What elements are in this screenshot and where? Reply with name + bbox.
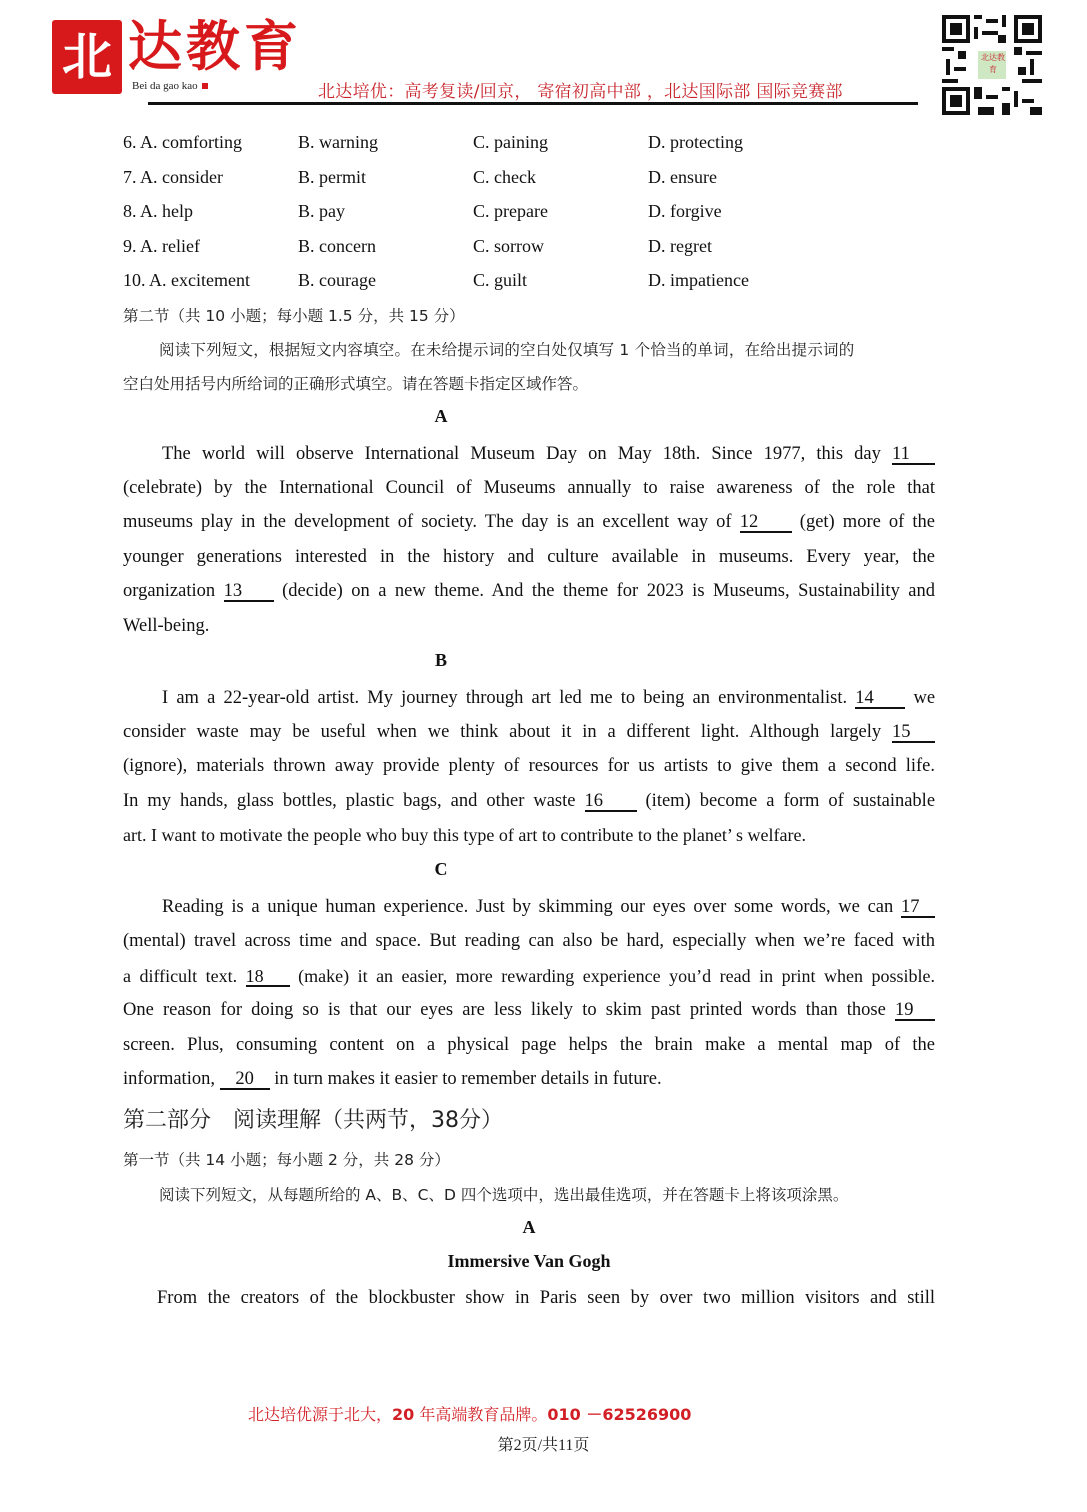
- passage-c-line: [123, 1067, 935, 1091]
- passage-a-letter: A: [434, 406, 448, 426]
- blank-20: 20: [220, 1070, 270, 1090]
- blank-12: 12: [740, 513, 792, 533]
- section2-title: 第二节（共 10 小题；每小题 1.5 分，共 15 分）: [123, 307, 465, 325]
- logo-square-icon: [202, 83, 208, 89]
- passage-a-line: (celebrate) by the International Council of Museums annually to raise awareness of the role that: [123, 478, 935, 498]
- passage-text: In my hands, glass bottles, plastic bags, and other waste: [123, 791, 576, 811]
- logo-mark: [52, 20, 122, 94]
- article-first-line: From the creators of the blockbuster show in Paris seen by over two million visitors and still: [157, 1288, 935, 1308]
- blank-11: 11: [892, 445, 935, 465]
- blank-14: 14: [855, 689, 905, 709]
- footer-promo-text: 北达培优源于北大，: [248, 1405, 393, 1424]
- header-slogan: 北达培优：高考复读/回京， 寄宿初高中部 ，北达国际部 国际竞赛部: [318, 82, 843, 102]
- passage-text: One reason for doing so is that our eyes are less likely to skim past printed words than those: [123, 1000, 886, 1020]
- logo-text: 达教育: [128, 14, 302, 78]
- option-10-b: B. courage: [298, 270, 376, 290]
- blank-16: 16: [585, 792, 637, 812]
- passage-text: museums play in the development of society. The day is an excellent way of: [123, 512, 732, 532]
- passage-b-line: [123, 789, 935, 813]
- passage-c-line: [123, 964, 935, 988]
- page-number: 第2页/共11页: [497, 1437, 590, 1454]
- part2-section1-title: 第一节（共 14 小题；每小题 2 分，共 28 分）: [123, 1151, 450, 1169]
- logo-subtitle-text: Bei da gao kao: [132, 80, 198, 92]
- passage-text: (item) become a form of sustainable: [645, 791, 936, 811]
- footer-phone: 010 －62526900: [547, 1405, 692, 1424]
- passage-text: (decide) on a new theme. And the theme for 2023 is Museums, Sustainability and: [282, 581, 936, 601]
- passage-b-line: [123, 720, 935, 744]
- passage-a-line: [123, 579, 935, 603]
- passage-text: (get) more of the: [799, 512, 936, 532]
- part2-instructions: 阅读下列短文，从每题所给的 A、B、C、D 四个选项中，选出最佳选项，并在答题卡上将该项涂黑。: [159, 1186, 849, 1204]
- passage-b-line: (ignore), materials thrown away provide plenty of resources for us artists to give them a second life.: [123, 756, 935, 776]
- passage-a-line: [162, 442, 935, 466]
- header-rule: [148, 102, 918, 105]
- passage-b-line: [162, 686, 935, 710]
- option-6-d: D. protecting: [648, 132, 743, 152]
- passage-c-line: screen. Plus, consuming content on a physical page helps the brain make a mental map of the: [123, 1035, 935, 1055]
- logo-mark-text: 北: [62, 27, 112, 86]
- option-9-b: B. concern: [298, 236, 376, 256]
- section2-instructions-line1: 阅读下列短文，根据短文内容填空。在未给提示词的空白处仅填写 1 个恰当的单词，在给出提示词的: [159, 341, 855, 359]
- option-8-b: B. pay: [298, 201, 345, 221]
- option-9-c: C. sorrow: [473, 236, 544, 256]
- option-10-c: C. guilt: [473, 270, 528, 290]
- passage-c-line: (mental) travel across time and space. But reading can also be hard, especially when we’re faced with: [123, 931, 935, 951]
- passage-text: organization: [123, 581, 216, 601]
- passage-a-line: younger generations interested in the history and culture available in museums. Every year, the: [123, 547, 935, 567]
- option-9-a: 9. A. relief: [123, 236, 200, 256]
- blank-17: 17: [901, 898, 935, 918]
- footer-promo: [248, 1402, 691, 1425]
- blank-19: 19: [895, 1001, 935, 1021]
- passage-a-line: Well-being.: [123, 616, 210, 636]
- passage-text: information,: [123, 1069, 215, 1089]
- passage-text: I am a 22-year-old artist. My journey through art led me to being an environmentalist.: [162, 688, 848, 708]
- passage-text: (make) it an easier, more rewarding experience you’d read in print when possible.: [298, 966, 936, 986]
- option-10-a: 10. A. excitement: [123, 270, 250, 290]
- passage-text: Reading is a unique human experience. Just by skimming our eyes over some words, we can: [162, 897, 894, 917]
- passage-text: The world will observe International Museum Day on May 18th. Since 1977, this day: [162, 444, 881, 464]
- passage-text: in turn makes it easier to remember details in future.: [274, 1069, 662, 1089]
- passage-c-line: [162, 895, 935, 919]
- part2-title: 第二部分 阅读理解（共两节，38分）: [123, 1108, 503, 1133]
- footer-promo-years: 20: [392, 1405, 415, 1424]
- option-8-d: D. forgive: [648, 201, 722, 221]
- part2-passage-letter: A: [522, 1217, 536, 1237]
- footer-promo-text: 年高端教育品牌。: [414, 1405, 548, 1424]
- passage-a-line: [123, 510, 935, 534]
- section2-instructions-line2: 空白处用括号内所给词的正确形式填空。请在答题卡指定区域作答。: [123, 375, 589, 393]
- option-7-b: B. permit: [298, 167, 366, 187]
- passage-b-line: art. I want to motivate the people who buy this type of art to contribute to the planet’ s welfare.: [123, 825, 806, 845]
- option-8-a: 8. A. help: [123, 201, 193, 221]
- blank-18: 18: [246, 967, 290, 987]
- passage-text: we: [913, 688, 936, 708]
- passage-c-line: [123, 998, 935, 1022]
- article-title: Immersive Van Gogh: [447, 1251, 611, 1271]
- option-9-d: D. regret: [648, 236, 712, 256]
- qr-center-label: 北达教育: [981, 53, 1005, 74]
- blank-13: 13: [224, 582, 274, 602]
- option-7-a: 7. A. consider: [123, 167, 223, 187]
- option-6-c: C. paining: [473, 132, 548, 152]
- option-7-c: C. check: [473, 167, 536, 187]
- passage-text: consider waste may be useful when we think about it in a different light. Although largely: [123, 722, 882, 742]
- option-6-a: 6. A. comforting: [123, 132, 242, 152]
- passage-b-letter: B: [434, 650, 447, 670]
- option-7-d: D. ensure: [648, 167, 717, 187]
- logo-subtitle: [132, 80, 208, 92]
- option-6-b: B. warning: [298, 132, 378, 152]
- option-10-d: D. impatience: [648, 270, 749, 290]
- passage-text: a difficult text.: [123, 966, 238, 986]
- blank-15: 15: [892, 723, 935, 743]
- option-8-c: C. prepare: [473, 201, 548, 221]
- passage-c-letter: C: [434, 859, 448, 879]
